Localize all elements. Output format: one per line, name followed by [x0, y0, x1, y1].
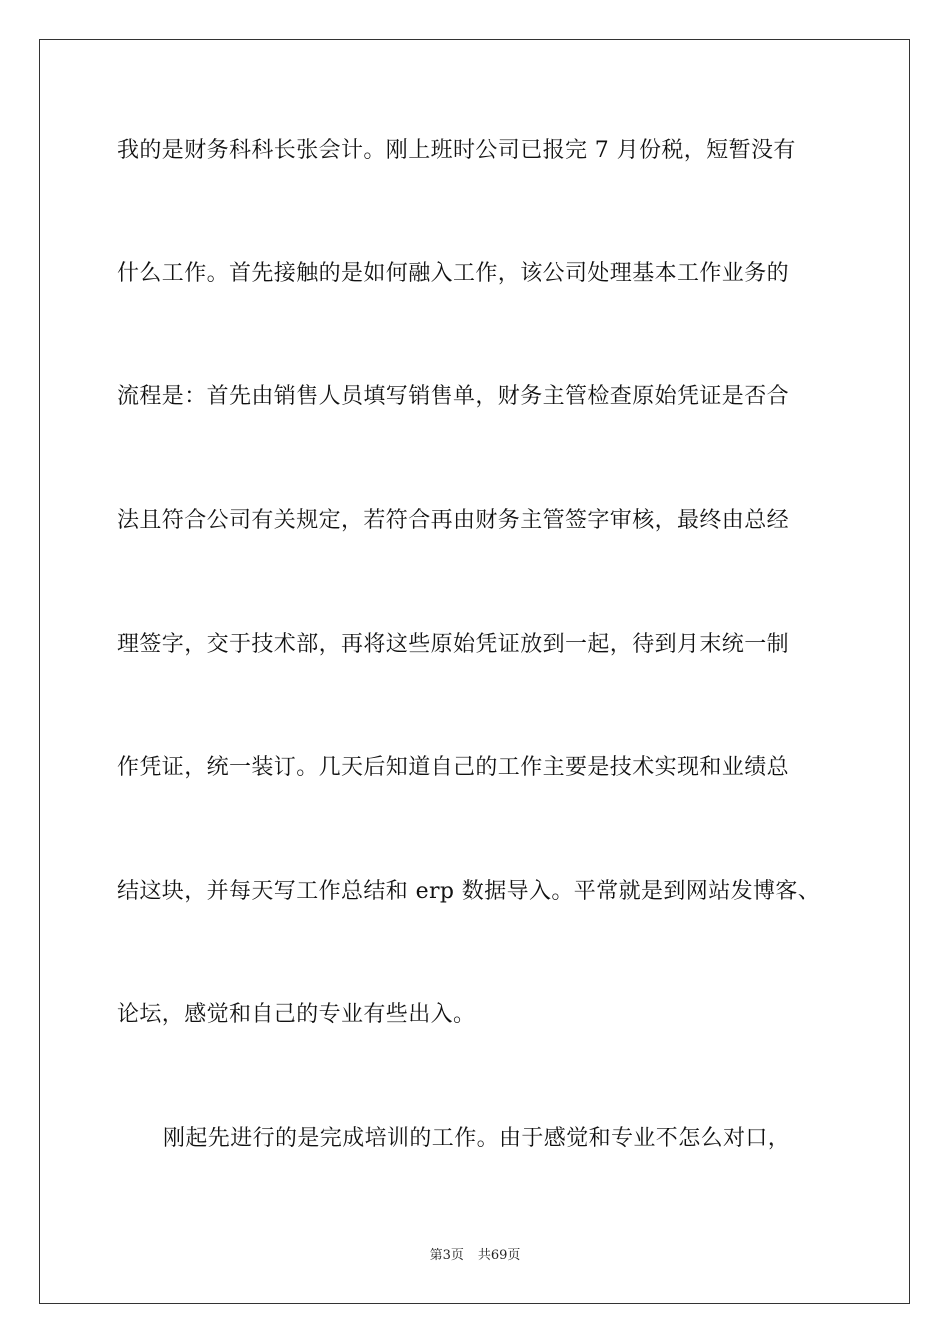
body-line-6: 作凭证，统一装订。几天后知道自己的工作主要是技术实现和业绩总: [117, 755, 790, 780]
body-line-8: 论坛，感觉和自己的专业有些出入。: [117, 1002, 476, 1027]
body-line-7: 结这块，并每天写工作总结和 erp 数据导入。平常就是到网站发博客、: [117, 879, 821, 904]
body-line-5: 理签字，交于技术部，再将这些原始凭证放到一起，待到月末统一制: [117, 632, 790, 657]
body-line-9-indented: 刚起先进行的是完成培训的工作。由于感觉和专业不怎么对口，: [163, 1126, 791, 1151]
body-line-2: 什么工作。首先接触的是如何融入工作，该公司处理基本工作业务的: [117, 261, 790, 286]
page-number: 第3页: [429, 1248, 464, 1263]
body-line-1: 我的是财务科科长张会计。刚上班时公司已报完 7 月份税，短暂没有: [117, 138, 796, 163]
body-line-3: 流程是：首先由销售人员填写销售单，财务主管检查原始凭证是否合: [117, 384, 790, 409]
total-pages: 共69页: [477, 1248, 521, 1263]
body-line-4: 法且符合公司有关规定，若符合再由财务主管签字审核，最终由总经: [117, 508, 790, 533]
page-border: [39, 39, 910, 1304]
page-footer: [0, 1247, 950, 1265]
